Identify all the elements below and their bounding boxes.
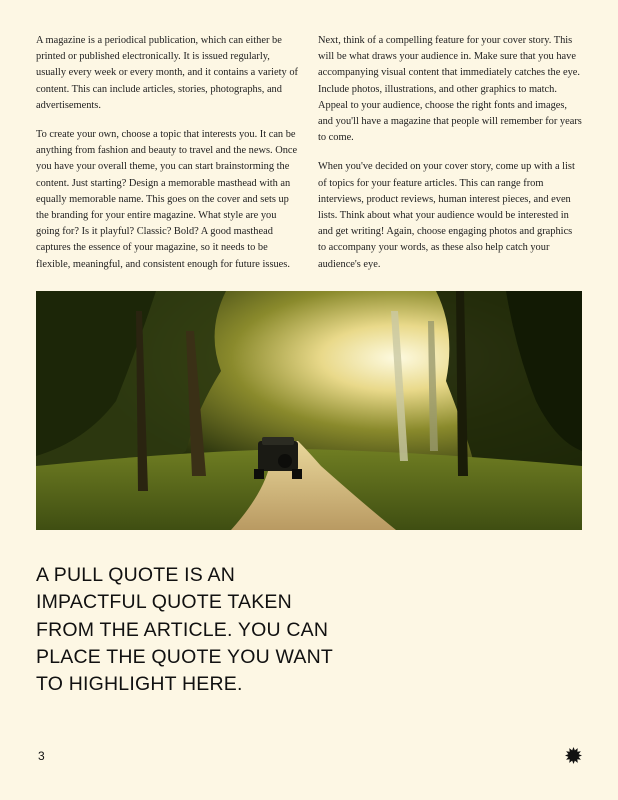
paragraph: A magazine is a periodical publication, which can either be printed or published electronically. It is issued regularly, usually every week or every month, and it contains a variety of content. This can include articles, stories, photographs, and advertisements. bbox=[36, 35, 298, 111]
forest-road-photo bbox=[36, 291, 582, 530]
article-column-right bbox=[318, 33, 582, 286]
paragraph: Next, think of a compelling feature for your cover story. This will be what draws your audience in. Make sure that you have accompanying visual content that immediately catches the eye. Include photos, illustrations, and other graphics to match. Appeal to your audience, choose the right fonts and images, and you'll have a magazine that people will remember for years to come. bbox=[318, 35, 582, 144]
page-number: 3 bbox=[38, 749, 45, 763]
article-column-left bbox=[36, 33, 301, 286]
paragraph: To create your own, choose a topic that interests you. It can be anything from fashion and beauty to travel and the news. Once you have your overall theme, you can start brainstorming the content. Just starting? Design a memorable masthead with an equally memorable name. This goes on the cover and sets up the branding for your entire magazine. What style are you going for? Is it playful? Classic? Bold? A good masthead captures the essence of your magazine, so it needs to be flexible, meaningful, and consistent enough for future issues. bbox=[36, 129, 298, 270]
starburst-icon bbox=[565, 747, 582, 764]
pull-quote: A PULL QUOTE IS AN IMPACTFUL QUOTE TAKEN FROM THE ARTICLE. YOU CAN PLACE THE QUOTE YOU WANT TO HIGHLIGHT HERE. bbox=[36, 564, 333, 696]
paragraph: When you've decided on your cover story, come up with a list of topics for your feature articles. This can range from interviews, product reviews, human interest pieces, and even lists. Think about what your audience would be interested in and get writing! Again, choose engaging photos and graphics to accompany your words, as these also help catch your audience's eye. bbox=[318, 161, 575, 270]
